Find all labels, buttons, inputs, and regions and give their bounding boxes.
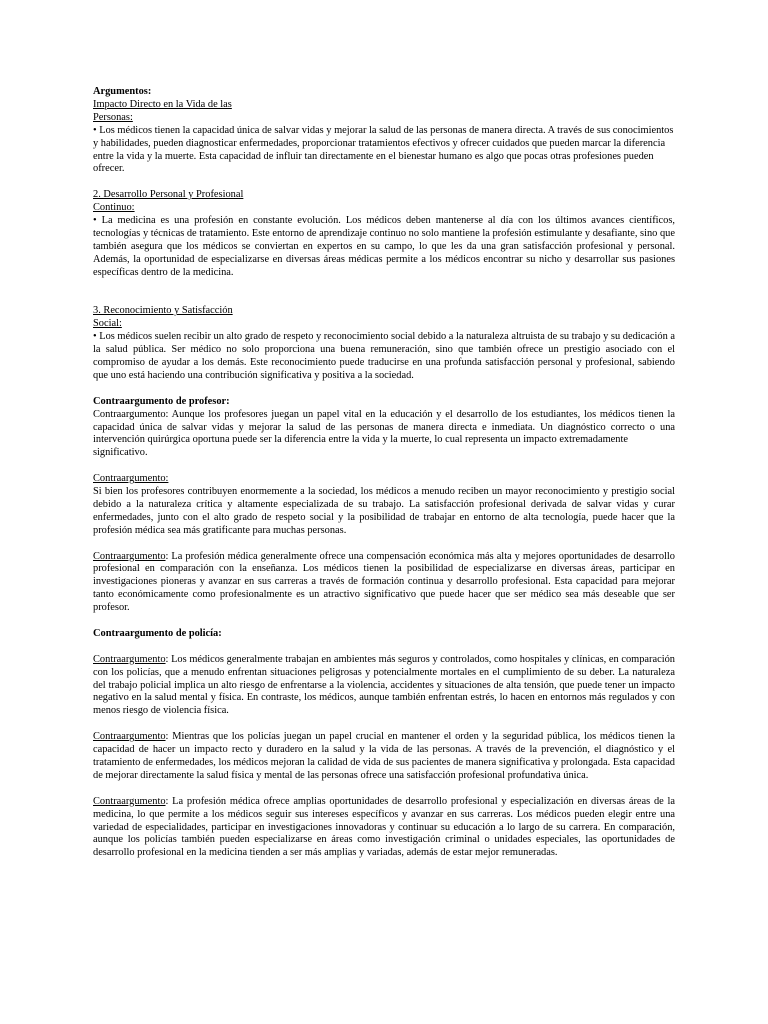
profesor-counterargument-3-body: : La profesión médica generalmente ofrece una compensación económica más alta y mejores oportunidades de desarrollo profesional en comparación con la enseñanza. Los médicos tienen la posibilidad de especializarse en diversas áreas, participar en investigaciones pioneras y avanzar en sus carreras a través de formación continua y desarrollo profesional. Esta capacidad para mejorar tanto económicamente como profesionalmente es un atractivo significativo que puede hacer que ser médico sea más deseable que ser profesor. [93,550,675,614]
argument-2-body: • La medicina es una profesión en constante evolución. Los médicos deben mantenerse al día con los últimos avances científicos, tecnologías y técnicas de tratamiento. Este entorno de aprendizaje continuo no solo mantiene la profesión estimulante y desafiante, sino que también asegura que los médicos se conviertan en expertos en su campo, lo que les da una gran satisfacción profesional y personal. Además, la oportunidad de especializarse en diversas áreas médicas permite a los médicos encontrar su nicho y desarrollar sus pasiones específicas dentro de la medicina. [93,215,675,278]
profesor-counterargument-1-body: Contraargumento: Aunque los profesores juegan un papel vital en la educación y el desarrollo de los estudiantes, los médicos tienen la capacidad única de salvar vidas y mejorar la salud de las personas de manera directa e inmediata. Un diagnóstico correcto o una intervención quirúrgica oportuna puede ser la diferencia entre la vida y la muerte, lo cual representa un impacto extremadamente [93,408,675,446]
profesor-counterargument-1-tail: significativo. [93,447,148,459]
arguments-heading: Argumentos: [93,86,152,97]
argument-3-body: • Los médicos suelen recibir un alto grado de respeto y reconocimiento social debido a la naturaleza altruista de su trabajo y su dedicación a la salud pública. Ser médico no solo proporciona una buena remuneración, sino que también ofrece un prestigio asociado con el compromiso de ayudar a los demás. Este reconocimiento puede traducirse en una profunda satisfacción personal y profesional, sabiendo que uno está haciendo una contribución significativa y positiva a la sociedad. [93,331,675,381]
profesor-counterargument-2-label: Contraargumento: [93,473,169,485]
policia-counterargument-3-label: Contraargumento [93,795,166,807]
argument-3-title-line-2: Social: [93,318,122,330]
profesor-counterargument-3-label: Contraargumento [93,550,166,562]
policia-counterargument-2-label: Contraargumento [93,731,166,743]
argument-1-title-line-2: Personas: [93,111,133,123]
argument-3-title-line-1: 3. Reconocimiento y Satisfacción [93,305,233,317]
document-page [93,86,675,860]
profesor-counterargument-3 [93,551,675,616]
policia-counterargument-3-body: : La profesión médica ofrece amplias oportunidades de desarrollo profesional y especialización en diversas áreas de la medicina, lo que permite a los médicos seguir sus intereses específicos y avanzar en sus carreras. Los médicos pueden elegir entre una variedad de especialidades, participar en investigaciones innovadoras y continuar su educación a lo largo de su carrera. En comparación, aunque los policías también pueden especializarse en áreas como investigación criminal o unidades especiales, las oportunidades de desarrollo profesional en la medicina tienden a ser más amplias y variadas, además de estar mejor remuneradas. [93,795,675,859]
policia-counterargument-1-label: Contraargumento [93,653,166,665]
policia-counterargument-heading: Contraargumento de policía: [93,627,222,639]
argument-2-title-line-1: 2. Desarrollo Personal y Profesional [93,189,244,201]
argument-2-title-line-2: Continuo: [93,202,135,214]
argument-1-body: • Los médicos tienen la capacidad única de salvar vidas y mejorar la salud de las personas de manera directa. A través de sus conocimientos y habilidades, pueden diagnosticar enfermedades, proporcionar tratamientos efectivos y ofrecer cuidados que pueden marcar la diferencia entre la vida y la muerte. Esta capacidad de influir tan directamente en el bienestar humano es algo que pocas otras profesiones pueden ofrecer. [93,124,674,175]
profesor-counterargument-heading: Contraargumento de profesor: [93,395,230,407]
profesor-counterargument-2-body: Si bien los profesores contribuyen enormemente a la sociedad, los médicos a menudo reciben un mayor reconocimiento y prestigio social debido a la naturaleza crítica y altamente especializada de su trabajo. La satisfacción profesional derivada de salvar vidas y curar enfermedades, junto con el alto grado de respeto social y la posibilidad de trabajar en entorno de alta tecnología, puede hacer que la profesión médica sea más gratificante para muchas personas. [93,486,675,536]
policia-counterargument-2 [93,731,675,783]
policia-counterargument-1 [93,654,675,719]
policia-counterargument-1-body: : Los médicos generalmente trabajan en ambientes más seguros y controlados, como hospitales y clínicas, en comparación con los policías, que a menudo enfrentan situaciones peligrosas y potencialmente mortales en el cumplimiento de su deber. La naturaleza del trabajo policial implica un alto riesgo de enfrentarse a la violencia, accidentes y situaciones de alta tensión, que puede tener un impacto negativo en la salud mental y física. En contraste, los médicos, aunque también enfrentan estrés, lo hacen en entornos más regulados y con menos riesgo de violencia física. [93,653,675,717]
policia-counterargument-2-body: : Mientras que los policías juegan un papel crucial en mantener el orden y la seguridad pública, los médicos tienen la capacidad de hacer un impacto recto y duradero en la salud y la vida de las personas. A través de la prevención, el diagnóstico y el tratamiento de enfermedades, los médicos mejoran la calidad de vida de sus pacientes de manera significativa y prolongada. Esta capacidad de mejorar directamente la salud física y mental de las personas ofrece una satisfacción profesional profundativa única. [93,731,675,781]
policia-counterargument-3 [93,796,675,861]
argument-1-title-line-1: Impacto Directo en la Vida de las [93,98,232,110]
